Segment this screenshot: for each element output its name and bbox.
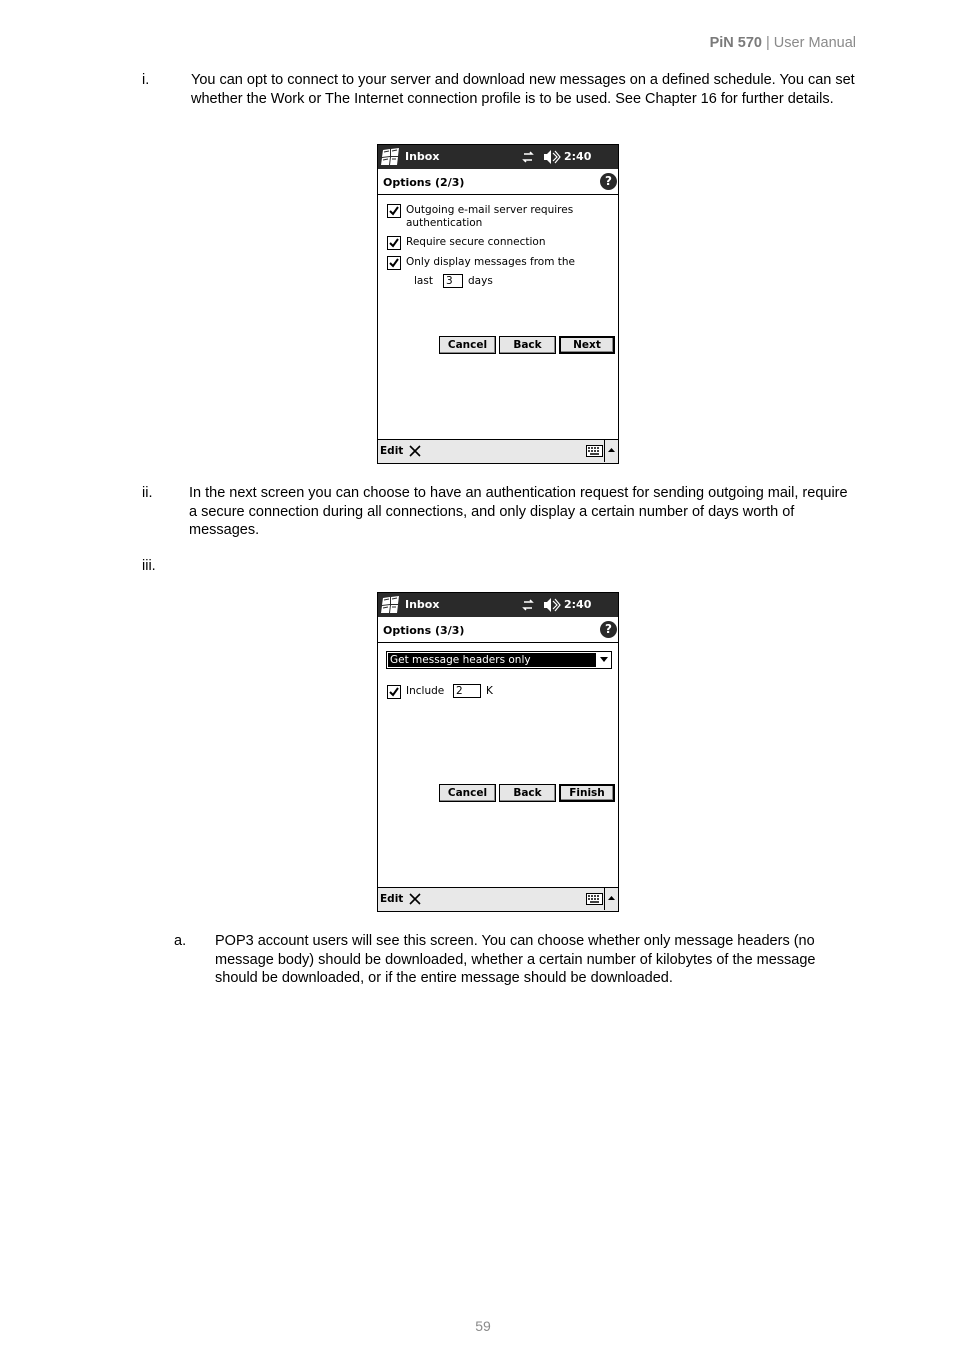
checkbox-label: Outgoing e-mail server requires [406,204,574,216]
header-separator: | [761,35,774,51]
clock[interactable]: 2:40 [564,598,592,611]
cancel-button[interactable]: Cancel [439,336,496,354]
app-title: Inbox [405,150,440,163]
connectivity-volume-icon[interactable] [522,149,562,165]
download-option-select[interactable] [386,651,612,669]
menu-bar [378,439,618,463]
select-value: Get message headers only [388,653,596,667]
help-icon[interactable]: ? [600,621,617,638]
page-header-bar [378,169,618,195]
page-title: Options (2/3) [383,176,465,189]
checkbox-label: Only display messages from the [406,256,576,268]
app-title: Inbox [405,598,440,611]
page-header-bar [378,617,618,643]
checkbox-include[interactable] [387,685,401,699]
paragraph-ii [189,484,857,540]
clock[interactable]: 2:40 [564,150,592,163]
page-header [710,35,856,51]
connectivity-volume-icon[interactable] [522,597,562,613]
input-panel-arrow-icon[interactable] [604,888,618,910]
checkbox-auth[interactable] [387,204,401,218]
edit-menu[interactable]: Edit [380,445,404,457]
check-icon [388,205,400,217]
windows-start-icon[interactable] [381,596,401,614]
page-number: 59 [475,1318,491,1334]
windows-start-icon[interactable] [381,148,401,166]
paragraph-ii-text: In the next screen you can choose to have an authentication request for sending outgoing mail, require a secure connection during all connections, and only display a certain number of days worth of messages. [189,485,848,538]
next-button[interactable]: Next [559,336,615,354]
checkbox-secure[interactable] [387,236,401,250]
last-label: last [414,275,433,287]
title-bar [378,145,618,169]
chevron-down-icon[interactable] [600,657,608,662]
check-icon [388,237,400,249]
pocketpc-screenshot-options-2 [377,144,619,464]
delete-icon[interactable] [408,445,422,457]
menu-bar [378,887,618,911]
check-icon [388,686,400,698]
title-bar [378,593,618,617]
checkbox-label: Require secure connection [406,236,546,248]
help-icon[interactable]: ? [600,173,617,190]
page-title: Options (3/3) [383,624,465,637]
edit-menu[interactable]: Edit [380,893,404,905]
list-marker-a: a. [174,933,187,949]
back-button[interactable]: Back [499,784,556,802]
days-input[interactable]: 3 [443,274,463,288]
checkbox-label-line2: authentication [406,217,483,229]
input-panel-arrow-icon[interactable] [604,440,618,462]
check-icon [388,257,400,269]
keyboard-icon[interactable] [586,893,603,905]
checkbox-display-days[interactable] [387,256,401,270]
delete-icon[interactable] [408,893,422,905]
back-button[interactable]: Back [499,336,556,354]
header-title: User Manual [773,35,856,51]
include-unit: K [486,685,493,697]
include-size-input[interactable]: 2 [453,684,481,698]
header-brand: PiN 570 [709,35,762,51]
include-label: Include [406,685,445,697]
keyboard-icon[interactable] [586,445,603,457]
list-marker-iii: iii. [142,558,156,574]
finish-button[interactable]: Finish [559,784,615,802]
days-label: days [468,275,493,287]
cancel-button[interactable]: Cancel [439,784,496,802]
paragraph-a: POP3 account users will see this screen. You can choose whether only message headers (no message body) should be downloaded, whether a certain number of kilobytes of the message should be downloaded, or if the entire message should be downloaded. [215,933,816,986]
paragraph-i: You can opt to connect to your server and download new messages on a defined schedule. You can set whether the Work or The Internet connection profile is to be used. See Chapter 16 for further details. [191,72,855,107]
list-marker-ii: ii. [142,485,153,501]
pocketpc-screenshot-options-3 [377,592,619,912]
list-marker-i: i. [142,72,150,88]
